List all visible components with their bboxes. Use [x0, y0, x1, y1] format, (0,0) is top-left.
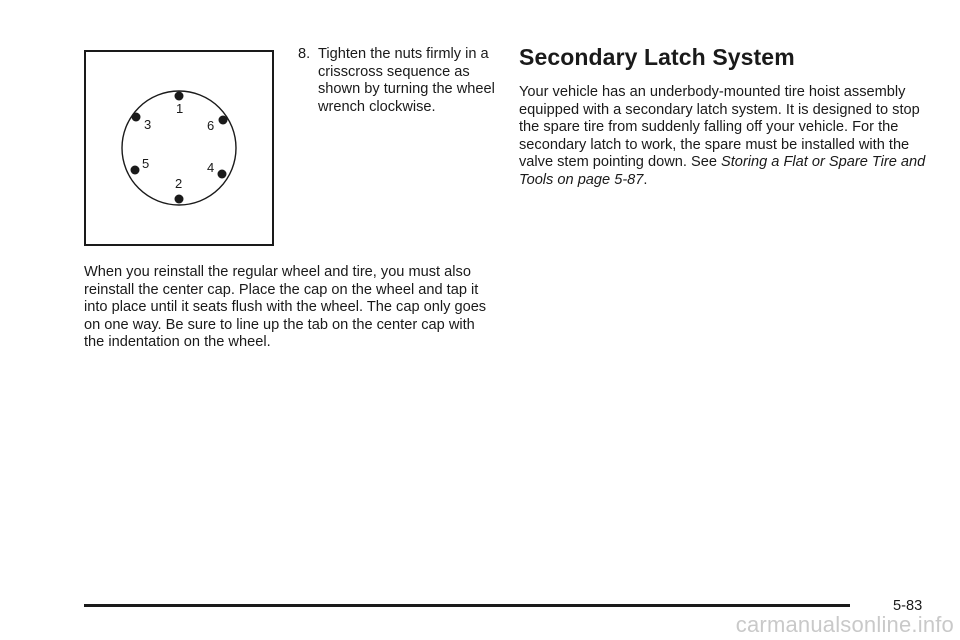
lug-label-2: 2 — [175, 176, 183, 191]
lug-label-4: 4 — [207, 160, 215, 175]
lug-label-3: 3 — [144, 117, 152, 132]
wheel-diagram — [86, 52, 272, 244]
lug-nut-6 — [219, 116, 228, 125]
center-cap-paragraph: When you reinstall the regular wheel and tire, you must also reinstall the center cap. Place the cap on the wheel and tap it into place until it seats flush with the wheel. The cap only goes on one way. Be sure to line up the tab on the center cap with the indentation on the wheel. — [84, 264, 487, 351]
footer-rule — [84, 604, 850, 607]
instruction-step-8 — [298, 46, 498, 116]
lug-nut-4 — [218, 170, 227, 179]
lug-label-1: 1 — [176, 101, 184, 116]
lug-label-5: 5 — [142, 156, 150, 171]
watermark: carmanualsonline.info — [735, 612, 954, 637]
lug-nut-2 — [175, 195, 184, 204]
page-number: 5-83 — [893, 598, 923, 614]
lug-nut-5 — [131, 166, 140, 175]
step-number: 8. — [298, 46, 311, 62]
secondary-latch-body: Your vehicle has an underbody-mounted tire hoist assembly equipped with a secondary latch system. It is designed to stop the spare tire from suddenly falling off your vehicle. For the secondary latch to work, the spare must be installed with the valve stem pointing down. See — [519, 84, 920, 171]
lug-nut-3 — [132, 113, 141, 122]
lug-label-6: 6 — [207, 118, 215, 133]
secondary-latch-paragraph — [519, 84, 939, 190]
lug-nut-sequence-figure — [84, 50, 274, 246]
lug-nut-1 — [175, 92, 184, 101]
step-text: Tighten the nuts firmly in a crisscross sequence as shown by turning the wheel wrench clockwise. — [318, 46, 495, 115]
paragraph-end: . — [643, 171, 648, 188]
section-heading: Secondary Latch System — [519, 44, 795, 70]
cross-reference-link[interactable]: Storing a Flat or Spare Tire and Tools on page 5-87 — [519, 154, 926, 188]
